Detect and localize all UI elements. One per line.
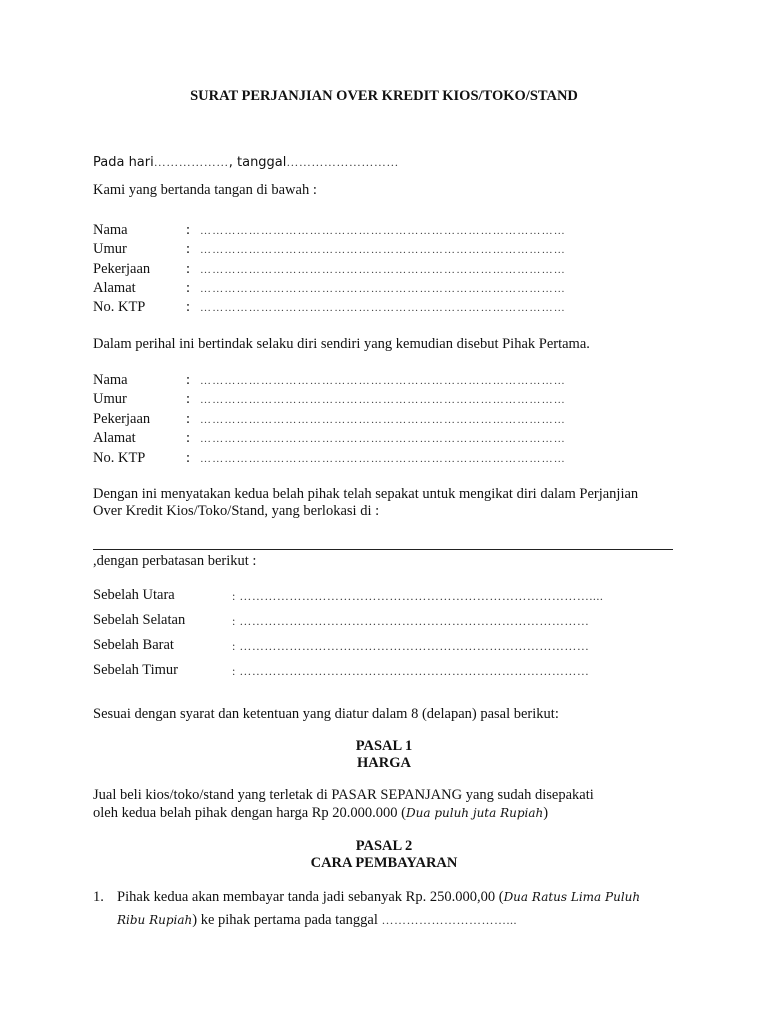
boundary-label: Sebelah Selatan [93,612,186,628]
boundary-label: Sebelah Barat [93,637,174,653]
pasal-1-line-2 [93,805,548,822]
field-label: Umur [93,391,127,407]
field-colon: : [186,430,191,446]
pasal-2-heading: CARA PEMBAYARAN [310,855,458,871]
agreement-text-1: Dengan ini menyatakan kedua belah pihak telah sepakat untuk mengikat diri dalam Perjanjian [93,486,639,502]
field-blank: ……………………………………………………………………………… [200,225,566,237]
field-colon: : [186,372,191,388]
deposit-in-words-1: Dua Ratus Lima Puluh [503,890,641,904]
deposit-in-words-2: Ribu Rupiah [117,913,193,927]
field-label: No. KTP [93,299,146,315]
field-label: Nama [93,372,128,388]
pasal-2-item-1-line-1 [117,889,640,906]
field-blank: ……………………………………………………………………………… [200,433,566,445]
item-1-text: Pihak kedua akan membayar tanda jadi sebanyak Rp. 250.000,00 ( [117,889,504,905]
field-colon: : [186,241,191,257]
field-blank: ……………………………………………………………………………… [200,375,566,387]
pasal-2-item-1-line-2 [117,912,517,929]
pasal-2-number: PASAL 2 [355,838,413,854]
boundary-label: Sebelah Utara [93,587,175,603]
boundary-blank: : ………………………………………………………………………… [232,639,590,653]
pasal-1-line-1: Jual beli kios/toko/stand yang terletak di PASAR SEPANJANG yang sudah disepakati [93,787,594,803]
field-blank: ……………………………………………………………………………… [200,244,566,256]
field-colon: : [186,261,191,277]
field-label: Umur [93,241,127,257]
boundary-blank: : ………………………………………………………………………….... [232,589,604,603]
pasal-1-number: PASAL 1 [355,738,413,754]
field-blank: ……………………………………………………………………………… [200,414,566,426]
field-blank: ……………………………………………………………………………… [200,264,566,276]
field-colon: : [186,450,191,466]
boundary-label: Sebelah Timur [93,662,178,678]
agreement-text-2: Over Kredit Kios/Toko/Stand, yang berlokasi di : [93,503,380,519]
pada-hari-label: Pada hari [93,155,154,170]
boundary-blank: : ………………………………………………………………………… [232,664,590,678]
field-label: Pekerjaan [93,261,151,277]
first-party-text: Dalam perihal ini bertindak selaku diri sendiri yang kemudian disebut Pihak Pertama. [93,336,590,352]
pasal-1-heading: HARGA [357,755,411,771]
field-colon: : [186,280,191,296]
field-label: No. KTP [93,450,146,466]
field-blank: ……………………………………………………………………………… [200,394,566,406]
field-blank: ……………………………………………………………………………… [200,302,566,314]
field-label: Alamat [93,280,136,296]
pasal-2-item-1-number: 1. [93,889,104,905]
field-label: Nama [93,222,128,238]
date-line [93,154,399,171]
price-in-words: Dua puluh juta Rupiah [406,806,544,820]
boundary-blank: : ………………………………………………………………………… [232,614,590,628]
field-blank: ……………………………………………………………………………… [200,283,566,295]
item-1-text-2: ) ke pihak pertama pada tanggal [192,912,378,928]
tanggal-label: , tanggal [228,155,287,170]
boundaries-intro: ,dengan perbatasan berikut : [93,553,257,569]
tanggal-blank: ……………………… [286,155,399,169]
field-colon: : [186,299,191,315]
pasal-1-line-2-text: oleh kedua belah pihak dengan harga Rp 20.000.000 ( [93,805,407,821]
pasal-1-line-2-close: ) [543,805,549,821]
field-colon: : [186,411,191,427]
location-line [93,549,673,550]
payment-date-blank: …………………………... [381,913,517,927]
field-label: Pekerjaan [93,411,151,427]
field-blank: ……………………………………………………………………………… [200,453,566,465]
field-label: Alamat [93,430,136,446]
terms-intro: Sesuai dengan syarat dan ketentuan yang diatur dalam 8 (delapan) pasal berikut: [93,706,559,722]
intro-text: Kami yang bertanda tangan di bawah : [93,182,317,198]
hari-blank: ……………… [153,155,229,169]
field-colon: : [186,222,191,238]
field-colon: : [186,391,191,407]
document-title: SURAT PERJANJIAN OVER KREDIT KIOS/TOKO/STAND [190,88,578,104]
